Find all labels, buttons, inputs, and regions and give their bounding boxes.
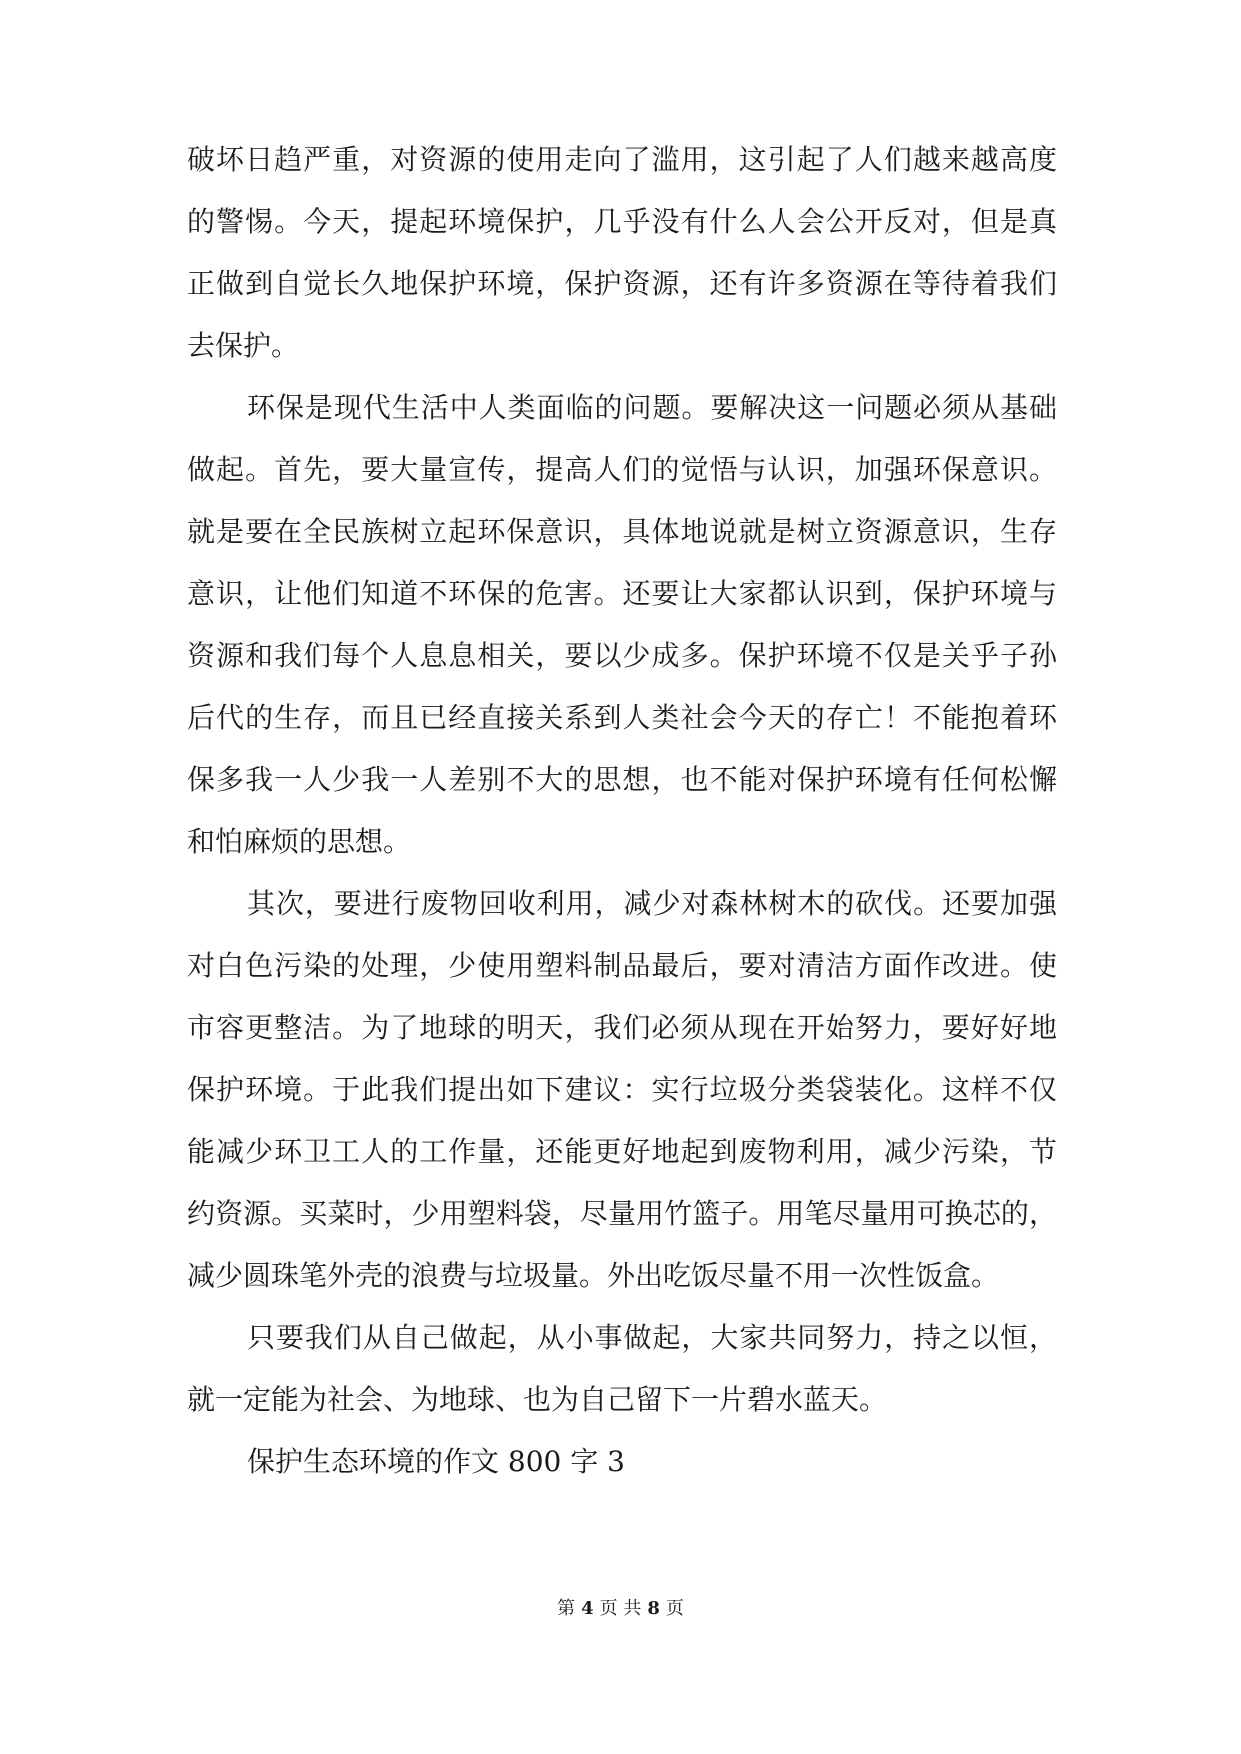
footer-page-number: 4 <box>581 1598 594 1619</box>
text-line: 做起。首先，要大量宣传，提高人们的觉悟与认识，加强环保意识。 <box>187 453 1057 486</box>
text-line: 后代的生存，而且已经直接关系到人类社会今天的存亡！不能抱着环 <box>187 701 1057 734</box>
text-line: 就是要在全民族树立起环保意识，具体地说就是树立资源意识，生存 <box>187 515 1057 548</box>
text-line: 能减少环卫工人的工作量，还能更好地起到废物利用，减少污染，节 <box>187 1135 1057 1168</box>
text-line: 只要我们从自己做起，从小事做起，大家共同努力，持之以恒， <box>247 1321 1057 1354</box>
text-line: 破坏日趋严重，对资源的使用走向了滥用，这引起了人们越来越高度 <box>187 143 1057 176</box>
text-line: 的警惕。今天，提起环境保护，几乎没有什么人会公开反对，但是真 <box>187 205 1057 238</box>
text-line: 保护环境。于此我们提出如下建议：实行垃圾分类袋装化。这样不仅 <box>187 1073 1057 1106</box>
text-line: 和怕麻烦的思想。 <box>187 825 412 858</box>
text-line: 市容更整洁。为了地球的明天，我们必须从现在开始努力，要好好地 <box>187 1011 1057 1044</box>
footer-prefix: 第 <box>557 1598 576 1619</box>
text-line: 约资源。买菜时，少用塑料袋，尽量用竹篮子。用笔尽量用可换芯的， <box>187 1197 1057 1230</box>
text-line: 对白色污染的处理，少使用塑料制品最后，要对清洁方面作改进。使 <box>187 949 1057 982</box>
text-line: 其次，要进行废物回收利用，减少对森林树木的砍伐。还要加强 <box>247 887 1057 920</box>
text-line: 保多我一人少我一人差别不大的思想，也不能对保护环境有任何松懈 <box>187 763 1057 796</box>
footer-middle: 页 共 <box>599 1598 642 1619</box>
text-line: 去保护。 <box>187 329 300 362</box>
section-heading: 保护生态环境的作文 800 字 3 <box>247 1445 625 1478</box>
footer-suffix: 页 <box>665 1598 684 1619</box>
text-line: 就一定能为社会、为地球、也为自己留下一片碧水蓝天。 <box>187 1383 888 1416</box>
footer-total-pages: 8 <box>647 1598 660 1619</box>
text-line: 正做到自觉长久地保护环境，保护资源，还有许多资源在等待着我们 <box>187 267 1057 300</box>
text-line: 资源和我们每个人息息相关，要以少成多。保护环境不仅是关乎子孙 <box>187 639 1057 672</box>
page-footer <box>0 1594 1241 1624</box>
text-line: 减少圆珠笔外壳的浪费与垃圾量。外出吃饭尽量不用一次性饭盒。 <box>187 1259 1000 1292</box>
text-line: 意识，让他们知道不环保的危害。还要让大家都认识到，保护环境与 <box>187 577 1057 610</box>
text-line: 环保是现代生活中人类面临的问题。要解决这一问题必须从基础 <box>247 391 1057 424</box>
